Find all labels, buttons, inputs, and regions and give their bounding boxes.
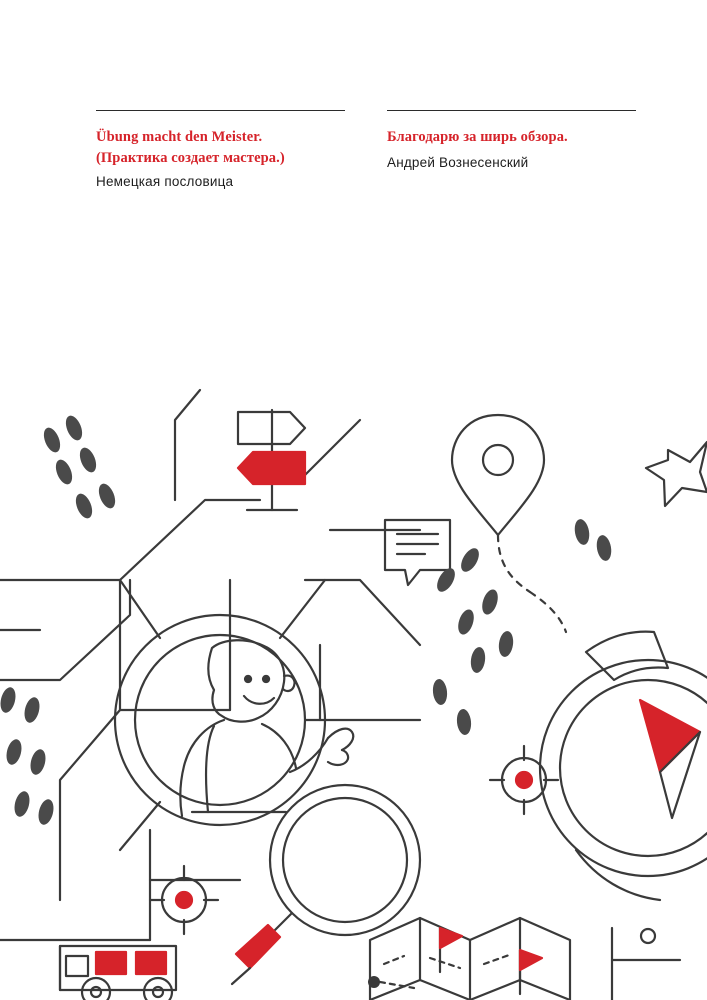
epigraph-quote-line-2: (Практика создает мастера.) <box>96 150 285 167</box>
epigraph-attribution: Немецкая пословица <box>96 174 234 190</box>
epigraph-quote-line-1: Благодарю за ширь обзора. <box>387 129 568 145</box>
epigraph-divider <box>96 110 345 111</box>
epigraph-voznesensky-quote <box>387 110 636 192</box>
epigraph-quote-line-1: Übung macht den Meister. <box>96 129 263 145</box>
navigation-map-illustration <box>0 380 707 1000</box>
epigraph-divider <box>387 110 636 111</box>
epigraph-block <box>96 110 636 192</box>
epigraph-german-proverb <box>96 110 345 192</box>
epigraph-attribution: Андрей Вознесенский <box>387 155 529 171</box>
